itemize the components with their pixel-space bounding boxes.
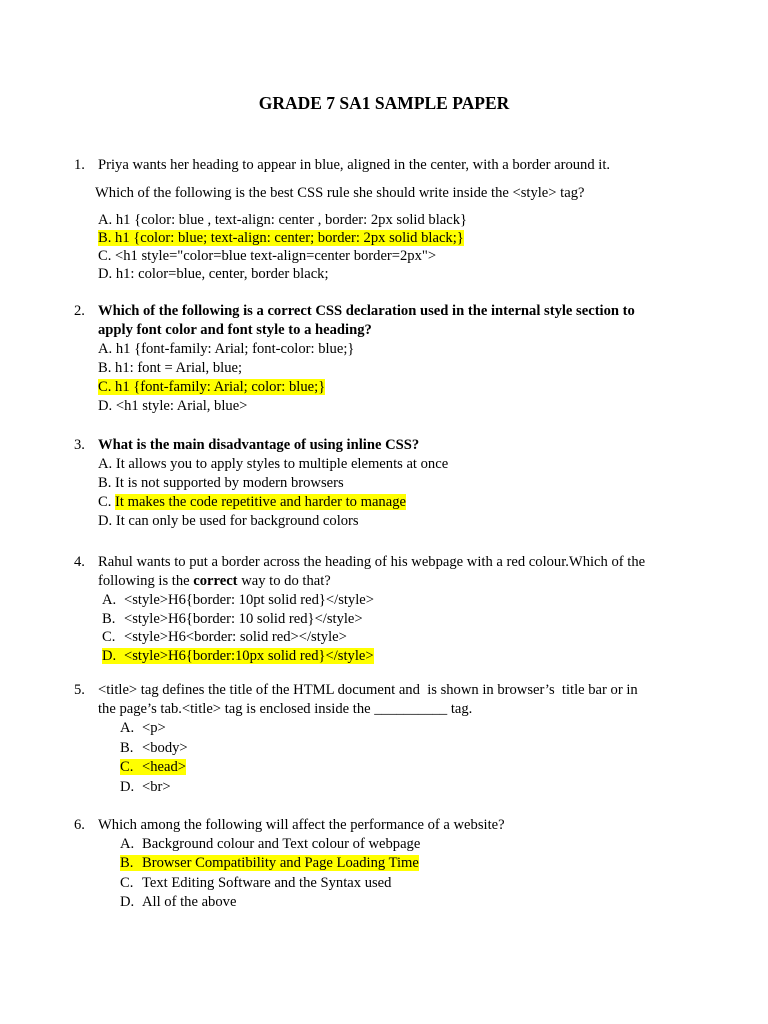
question-text-cont: apply font color and font style to a heading? [98,322,372,338]
question-text-cont: following is the correct way to do that? [98,573,331,589]
question-number: 4. [74,554,85,570]
question-number: 5. [74,682,85,698]
question-text: Which of the following is a correct CSS declaration used in the internal style section to [98,303,635,319]
question-6 [74,816,674,912]
question-1 [74,156,674,283]
question-number: 3. [74,437,85,453]
option-c-answer: C. <head> [120,759,187,775]
question-number: 1. [74,157,85,173]
question-number: 2. [74,303,85,319]
option-a: A. It allows you to apply styles to multiple elements at once [98,456,449,472]
option-d: D. All of the above [120,893,237,910]
option-b: B. It is not supported by modern browsers [98,475,344,491]
option-b: B. h1: font = Arial, blue; [98,360,243,376]
page-title: GRADE 7 SA1 SAMPLE PAPER [258,93,510,113]
option-c: C. <style>H6<border: solid red></style> [102,629,347,645]
option-b: B. <style>H6{border: 10 solid red}</style> [102,610,363,627]
option-a: A. h1 {font-family: Arial; font-color: blue;} [98,341,355,357]
question-3 [74,436,674,531]
question-text-cont: the page’s tab.<title> tag is enclosed inside the __________ tag. [98,701,473,717]
question-text: Priya wants her heading to appear in blue, aligned in the center, with a border around it. [98,157,611,173]
question-text: <title> tag defines the title of the HTML document and is shown in browser’s title bar or in [98,682,638,698]
option-c-answer: It makes the code repetitive and harder to manage [115,494,406,510]
option-c: C. <h1 style="color=blue text-align=center border=2px"> [98,248,437,264]
question-number: 6. [74,817,85,833]
question-2 [74,302,674,416]
option-c: C. Text Editing Software and the Syntax used [120,874,392,891]
option-a: A. h1 {color: blue , text-align: center , border: 2px solid black} [98,212,468,228]
option-a: A. Background colour and Text colour of webpage [120,836,421,852]
question-5 [74,681,674,797]
emphasis-correct: correct [193,573,238,589]
question-text: What is the main disadvantage of using inline CSS? [98,437,420,453]
option-d: D. <h1 style: Arial, blue> [98,398,248,414]
question-prompt: Which of the following is the best CSS rule she should write inside the <style> tag? [95,185,585,201]
option-c-letter: C. [98,494,116,510]
option-d-answer: D. <style>H6{border:10px solid red}</style> [102,647,374,664]
option-d: D. h1: color=blue, center, border black; [98,266,329,282]
option-d: D. It can only be used for background colors [98,513,359,529]
question-text: Rahul wants to put a border across the heading of his webpage with a red colour.Which of the [98,554,646,570]
option-b-answer: B. Browser Compatibility and Page Loading Time [120,855,419,872]
question-4 [74,553,674,665]
option-b-answer: B. h1 {color: blue; text-align: center; border: 2px solid black;} [98,230,464,246]
option-a: A. <p> [120,720,166,736]
option-b: B. <body> [120,739,188,756]
option-c-answer: C. h1 {font-family: Arial; color: blue;} [98,379,326,395]
option-d: D. <br> [120,778,171,795]
question-text: Which among the following will affect the performance of a website? [98,817,505,833]
option-a: A. <style>H6{border: 10pt solid red}</style> [102,592,374,608]
